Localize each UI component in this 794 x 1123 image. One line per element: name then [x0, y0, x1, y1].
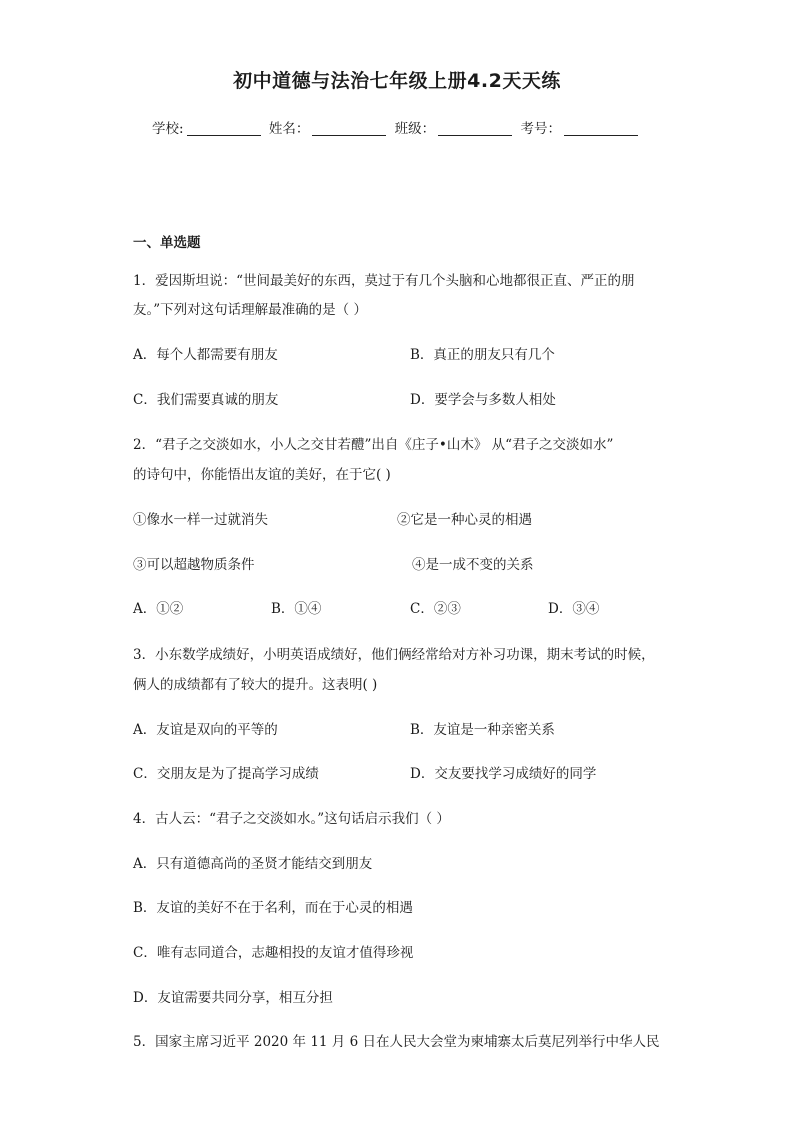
question-1-line-2: 友。”下列对这句话理解最准确的是（ ）	[133, 302, 367, 318]
question-3-line-2: 俩人的成绩都有了较大的提升。这表明( )	[133, 677, 378, 693]
question-3-option-b[interactable]: B．友谊是一种亲密关系	[410, 722, 555, 738]
question-4-option-a[interactable]: A．只有道德高尚的圣贤才能结交到朋友	[133, 856, 373, 872]
question-2-statement-1: ①像水一样一过就消失	[133, 512, 268, 528]
number-label: 考号：	[520, 121, 561, 137]
question-1-option-b[interactable]: B．真正的朋友只有几个	[410, 347, 555, 363]
question-2-statement-4: ④是一成不变的关系	[412, 557, 534, 573]
question-5-line-1: 5．国家主席习近平 2020 年 11 月 6 日在人民大会堂为柬埔寨太后莫尼列举行中华人民	[133, 1034, 660, 1050]
question-1-option-c[interactable]: C．我们需要真诚的朋友	[133, 392, 279, 408]
question-2-line-2: 的诗句中，你能悟出友谊的美好，在于它( )	[133, 467, 391, 483]
question-1-option-d[interactable]: D．要学会与多数人相处	[410, 392, 556, 408]
name-blank[interactable]	[312, 121, 386, 136]
question-2-option-c[interactable]: C．②③	[410, 601, 461, 617]
school-blank[interactable]	[187, 121, 261, 136]
class-blank[interactable]	[438, 121, 512, 136]
question-2-statement-2: ②它是一种心灵的相遇	[397, 512, 532, 528]
student-info-row	[0, 117, 794, 137]
question-4-option-d[interactable]: D．友谊需要共同分享，相互分担	[133, 990, 333, 1006]
question-2-statement-3: ③可以超越物质条件	[133, 557, 255, 573]
school-label: 学校:	[152, 121, 184, 137]
question-1-line-1: 1．爱因斯坦说：“世间最美好的东西，莫过于有几个头脑和心地都很正直、严正的朋	[133, 273, 635, 289]
question-2-option-d[interactable]: D．③④	[548, 601, 600, 617]
number-blank[interactable]	[564, 121, 638, 136]
section-title: 一、单选题	[133, 235, 201, 251]
question-3-option-a[interactable]: A．友谊是双向的平等的	[133, 722, 278, 738]
page-title: 初中道德与法治七年级上册4.2天天练	[233, 70, 561, 92]
question-3-option-c[interactable]: C．交朋友是为了提高学习成绩	[133, 766, 319, 782]
class-label: 班级：	[394, 121, 436, 137]
question-4-option-b[interactable]: B．友谊的美好不在于名利，而在于心灵的相遇	[133, 900, 413, 916]
question-3-line-1: 3．小东数学成绩好，小明英语成绩好，他们俩经常给对方补习功课，期末考试的时候，	[133, 647, 655, 663]
question-2-option-b[interactable]: B．①④	[271, 601, 322, 617]
question-4-option-c[interactable]: C．唯有志同道合，志趣相投的友谊才值得珍视	[133, 945, 414, 961]
question-4-line-1: 4．古人云：“君子之交淡如水。”这句话启示我们（ ）	[133, 811, 450, 827]
question-1-option-a[interactable]: A．每个人都需要有朋友	[133, 347, 278, 363]
name-label: 姓名：	[268, 121, 310, 137]
question-2-line-1: 2．“君子之交淡如水，小人之交甘若醴”出自《庄子•山木》 从“君子之交淡如水”	[133, 437, 614, 453]
question-2-option-a[interactable]: A．①②	[133, 601, 184, 617]
question-3-option-d[interactable]: D．交友要找学习成绩好的同学	[410, 766, 597, 782]
